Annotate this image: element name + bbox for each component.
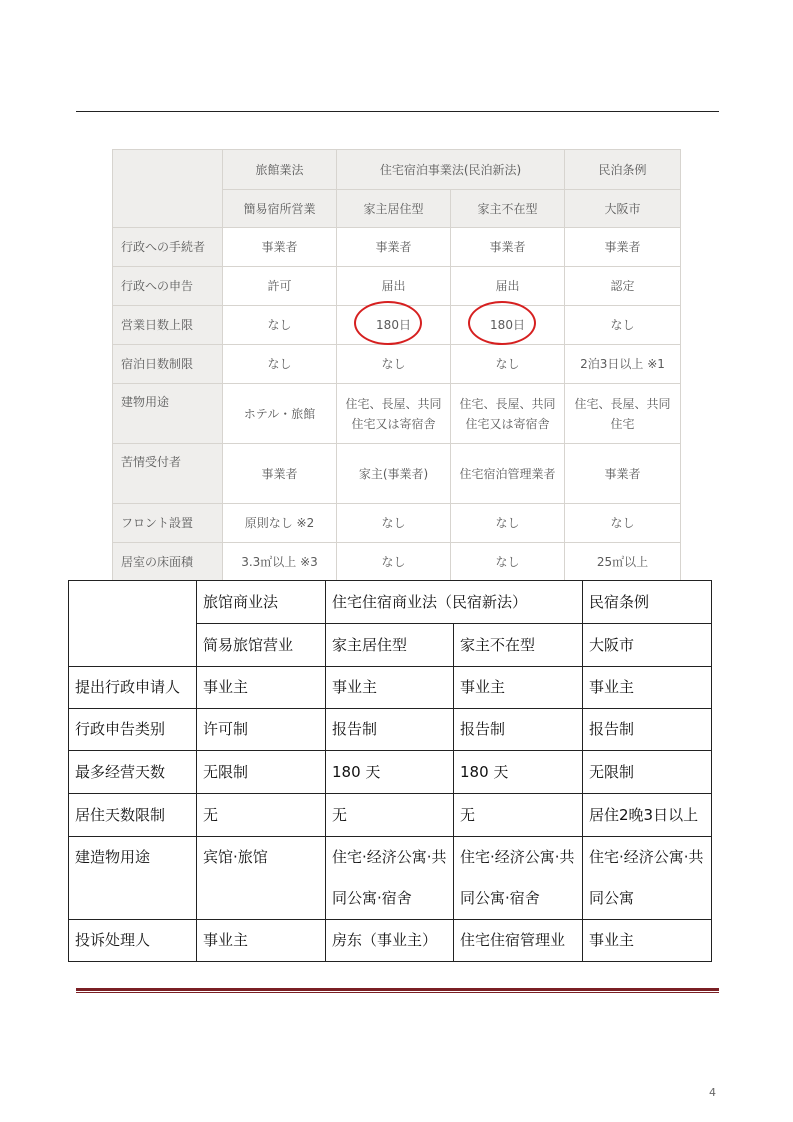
cn-table-row [69, 751, 712, 794]
cn-cell: 许可制 [197, 709, 326, 751]
jp-subheader-cell: 簡易宿所営業 [223, 190, 337, 228]
cn-cell: 房东（事业主） [326, 920, 454, 962]
cn-cell: 事业主 [583, 920, 712, 962]
jp-cell: なし [451, 543, 565, 581]
cn-cell: 住宅·经济公寓·共同公寓·宿舍 [326, 837, 454, 920]
jp-table-row [113, 345, 681, 384]
cn-header-cell: 旅馆商业法 [197, 581, 326, 624]
jp-corner-cell [113, 150, 223, 228]
jp-row-label: 居室の床面積 [113, 543, 223, 581]
cn-row-label: 行政申告类别 [69, 709, 197, 751]
jp-cell: なし [337, 345, 451, 384]
cn-cell: 住宅住宿管理业 [454, 920, 583, 962]
cn-table-row [69, 709, 712, 751]
cn-cell: 180 天 [326, 751, 454, 794]
jp-cell: なし [451, 504, 565, 543]
cn-cell: 无限制 [583, 751, 712, 794]
cn-subheader-cell: 家主不在型 [454, 624, 583, 667]
jp-row-label: 営業日数上限 [113, 306, 223, 345]
jp-header-cell: 旅館業法 [223, 150, 337, 190]
jp-cell: なし [223, 345, 337, 384]
jp-cell: なし [223, 306, 337, 345]
jp-cell: ホテル・旅館 [223, 384, 337, 444]
cn-cell: 报告制 [454, 709, 583, 751]
jp-comparison-table [112, 149, 681, 581]
cn-cell: 报告制 [326, 709, 454, 751]
cn-table-row [69, 667, 712, 709]
jp-cell: 住宅宿泊管理業者 [451, 444, 565, 504]
footer-rule-thin [76, 992, 719, 993]
jp-cell: なし [451, 345, 565, 384]
jp-row-label: 建物用途 [113, 384, 223, 444]
jp-row-label: 行政への手続者 [113, 228, 223, 267]
jp-cell: 住宅、長屋、共同住宅又は寄宿舎 [337, 384, 451, 444]
jp-table-row [113, 444, 681, 504]
cn-cell: 事业主 [326, 667, 454, 709]
cn-table-row [69, 920, 712, 962]
jp-cell: 住宅、長屋、共同住宅 [565, 384, 681, 444]
cn-cell: 180 天 [454, 751, 583, 794]
jp-cell [337, 306, 451, 345]
jp-header-cell: 民泊条例 [565, 150, 681, 190]
jp-cell: 事業者 [565, 228, 681, 267]
jp-table-row [113, 228, 681, 267]
cn-cell: 事业主 [454, 667, 583, 709]
jp-cell: 届出 [451, 267, 565, 306]
jp-cell: 家主(事業者) [337, 444, 451, 504]
cn-cell: 住宅·经济公寓·共同公寓·宿舍 [454, 837, 583, 920]
footer-rule-thick [76, 988, 719, 991]
jp-cell: 事業者 [565, 444, 681, 504]
cn-header-cell: 住宅住宿商业法（民宿新法） [326, 581, 583, 624]
jp-cell: 事業者 [223, 444, 337, 504]
cn-table-row [69, 794, 712, 837]
jp-cell: 事業者 [451, 228, 565, 267]
jp-row-label: 行政への申告 [113, 267, 223, 306]
cn-cell: 事业主 [197, 667, 326, 709]
jp-cell: 認定 [565, 267, 681, 306]
cn-cell: 事业主 [197, 920, 326, 962]
page-number: 4 [709, 1086, 716, 1099]
jp-cell: なし [337, 504, 451, 543]
jp-cell: 許可 [223, 267, 337, 306]
jp-table-row [113, 384, 681, 444]
jp-table-row [113, 543, 681, 581]
cn-cell: 事业主 [583, 667, 712, 709]
cn-cell: 住宅·经济公寓·共同公寓 [583, 837, 712, 920]
jp-table-row [113, 306, 681, 345]
jp-cell: 2泊3日以上 ※1 [565, 345, 681, 384]
cn-table-row [69, 837, 712, 920]
top-rule [76, 111, 719, 112]
cn-cell: 报告制 [583, 709, 712, 751]
jp-subheader-cell: 家主不在型 [451, 190, 565, 228]
circled-value: 180日 [376, 315, 411, 335]
cn-cell: 无 [454, 794, 583, 837]
cn-subheader-cell: 家主居住型 [326, 624, 454, 667]
circled-value: 180日 [490, 315, 525, 335]
cn-row-label: 投诉处理人 [69, 920, 197, 962]
cn-subheader-cell: 大阪市 [583, 624, 712, 667]
cn-row-label: 最多经营天数 [69, 751, 197, 794]
cn-cell: 无 [326, 794, 454, 837]
jp-cell: 25㎡以上 [565, 543, 681, 581]
jp-cell: 届出 [337, 267, 451, 306]
cn-row-label: 建造物用途 [69, 837, 197, 920]
jp-row-label: 宿泊日数制限 [113, 345, 223, 384]
jp-cell: なし [565, 306, 681, 345]
jp-cell: 事業者 [223, 228, 337, 267]
jp-header-cell: 住宅宿泊事業法(民泊新法) [337, 150, 565, 190]
cn-row-label: 提出行政申请人 [69, 667, 197, 709]
jp-cell: 事業者 [337, 228, 451, 267]
jp-subheader-cell: 大阪市 [565, 190, 681, 228]
cn-row-label: 居住天数限制 [69, 794, 197, 837]
jp-cell: なし [337, 543, 451, 581]
cn-comparison-table [68, 580, 712, 962]
jp-cell [451, 306, 565, 345]
jp-cell: なし [565, 504, 681, 543]
cn-subheader-cell: 简易旅馆营业 [197, 624, 326, 667]
jp-cell: 3.3㎡以上 ※3 [223, 543, 337, 581]
jp-table-row [113, 504, 681, 543]
jp-subheader-cell: 家主居住型 [337, 190, 451, 228]
cn-header-cell: 民宿条例 [583, 581, 712, 624]
jp-row-label: フロント設置 [113, 504, 223, 543]
cn-corner-cell [69, 581, 197, 667]
cn-cell: 无 [197, 794, 326, 837]
jp-cell: 原則なし ※2 [223, 504, 337, 543]
cn-cell: 居住2晚3日以上 [583, 794, 712, 837]
jp-cell: 住宅、長屋、共同住宅又は寄宿舎 [451, 384, 565, 444]
jp-table-row [113, 267, 681, 306]
cn-cell: 宾馆·旅馆 [197, 837, 326, 920]
cn-cell: 无限制 [197, 751, 326, 794]
jp-row-label: 苦情受付者 [113, 444, 223, 504]
